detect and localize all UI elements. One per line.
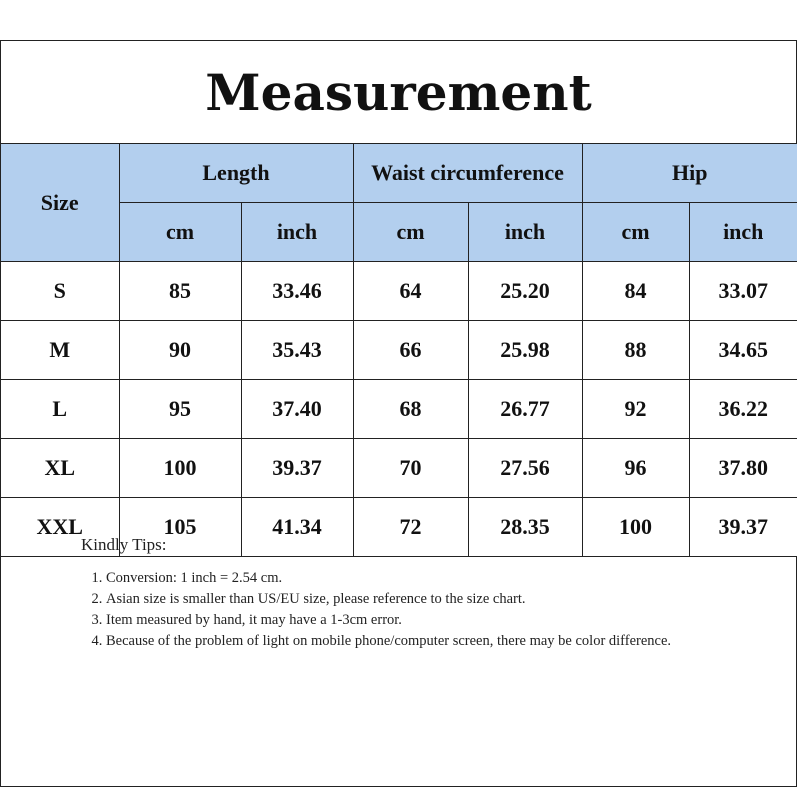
table-row — [1, 380, 797, 439]
table-cell: 96 — [582, 439, 689, 498]
table-cell: 90 — [119, 321, 241, 380]
unit-header: inch — [468, 203, 582, 262]
unit-header: inch — [689, 203, 797, 262]
table-cell: 28.35 — [468, 498, 582, 557]
size-chart-table — [1, 143, 797, 557]
measurement-card — [0, 40, 797, 787]
table-cell: 85 — [119, 262, 241, 321]
table-cell: 37.40 — [241, 380, 353, 439]
tip-item: 1. Conversion: 1 inch = 2.54 cm. — [106, 568, 721, 589]
size-cell: XXL — [1, 498, 119, 557]
page-title: Measurement — [1, 41, 796, 144]
table-cell: 84 — [582, 262, 689, 321]
table-cell: 70 — [353, 439, 468, 498]
table-cell: 25.98 — [468, 321, 582, 380]
table-cell: 68 — [353, 380, 468, 439]
tip-item: 3. Item measured by hand, it may have a 1-3cm error. — [106, 610, 721, 631]
tip-item: 2. Asian size is smaller than US/EU size, please reference to the size chart. — [106, 589, 721, 610]
table-cell: 37.80 — [689, 439, 797, 498]
waist-group-header: Waist circumference — [353, 144, 582, 203]
table-cell: 92 — [582, 380, 689, 439]
table-row — [1, 262, 797, 321]
size-cell: M — [1, 321, 119, 380]
length-group-header: Length — [119, 144, 353, 203]
table-header-row-groups — [1, 144, 797, 203]
table-cell: 72 — [353, 498, 468, 557]
table-cell: 33.07 — [689, 262, 797, 321]
hip-group-header: Hip — [582, 144, 797, 203]
size-column-header: Size — [1, 144, 119, 262]
size-cell: S — [1, 262, 119, 321]
unit-header: inch — [241, 203, 353, 262]
table-cell: 88 — [582, 321, 689, 380]
size-cell: L — [1, 380, 119, 439]
size-cell: XL — [1, 439, 119, 498]
unit-header: cm — [119, 203, 241, 262]
kindly-tips — [81, 535, 721, 652]
table-row — [1, 439, 797, 498]
unit-header: cm — [582, 203, 689, 262]
table-cell: 36.22 — [689, 380, 797, 439]
table-header-row-units — [1, 203, 797, 262]
table-cell: 39.37 — [689, 498, 797, 557]
table-cell: 39.37 — [241, 439, 353, 498]
table-cell: 25.20 — [468, 262, 582, 321]
table-cell: 100 — [582, 498, 689, 557]
tips-list — [81, 568, 721, 652]
table-cell: 41.34 — [241, 498, 353, 557]
table-cell: 100 — [119, 439, 241, 498]
table-cell: 33.46 — [241, 262, 353, 321]
table-row — [1, 321, 797, 380]
table-cell: 27.56 — [468, 439, 582, 498]
unit-header: cm — [353, 203, 468, 262]
tips-title: Kindly Tips: — [81, 535, 167, 554]
table-cell: 64 — [353, 262, 468, 321]
tip-item: 4. Because of the problem of light on mobile phone/computer screen, there may be color difference. — [106, 631, 721, 652]
table-cell: 66 — [353, 321, 468, 380]
table-cell: 26.77 — [468, 380, 582, 439]
table-cell: 105 — [119, 498, 241, 557]
table-cell: 34.65 — [689, 321, 797, 380]
table-cell: 35.43 — [241, 321, 353, 380]
table-cell: 95 — [119, 380, 241, 439]
